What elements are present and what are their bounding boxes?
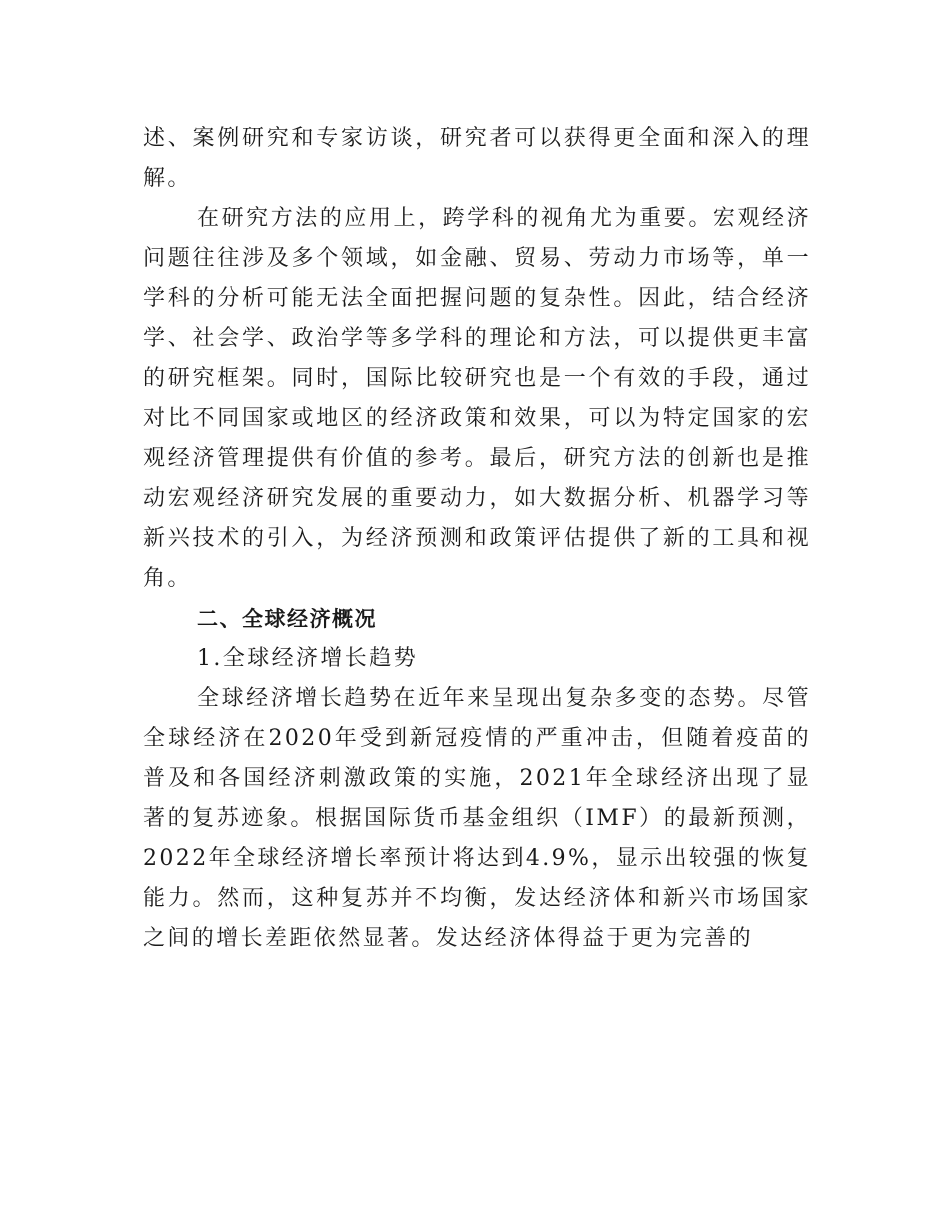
paragraph-research-methods: 在研究方法的应用上，跨学科的视角尤为重要。宏观经济问题往往涉及多个领域，如金融、贸易、劳动力市场等，单一学科的分析可能无法全面把握问题的复杂性。因此，结合经济学、社会学、政治学等多学科的理论和方法，可以提供更丰富的研究框架。同时，国际比较研究也是一个有效的手段，通过对比不同国家或地区的经济政策和效果，可以为特定国家的宏观经济管理提供有价值的参考。最后，研究方法的创新也是推动宏观经济研究发展的重要动力，如大数据分析、机器学习等新兴技术的引入，为经济预测和政策评估提供了新的工具和视角。 (143, 206, 811, 591)
subsection-heading: 1.全球经济增长趋势 (197, 646, 418, 671)
paragraph-global-growth: 全球经济增长趋势在近年来呈现出复杂多变的态势。尽管全球经济在2020年受到新冠疫情的严重冲击，但随着疫苗的普及和各国经济刺激政策的实施，2021年全球经济出现了显著的复苏迹象。根据国际货币基金组织（IMF）的最新预测，2022年全球经济增长率预计将达到4.9%，显示出较强的恢复能力。然而，这种复苏并不均衡，发达经济体和新兴市场国家之间的增长差距依然显著。发达经济体得益于更为完善的 (143, 686, 811, 951)
document-body (143, 119, 811, 959)
paragraph-continued: 述、案例研究和专家访谈，研究者可以获得更全面和深入的理解。 (143, 126, 811, 191)
section-heading: 二、全球经济概况 (197, 607, 377, 631)
